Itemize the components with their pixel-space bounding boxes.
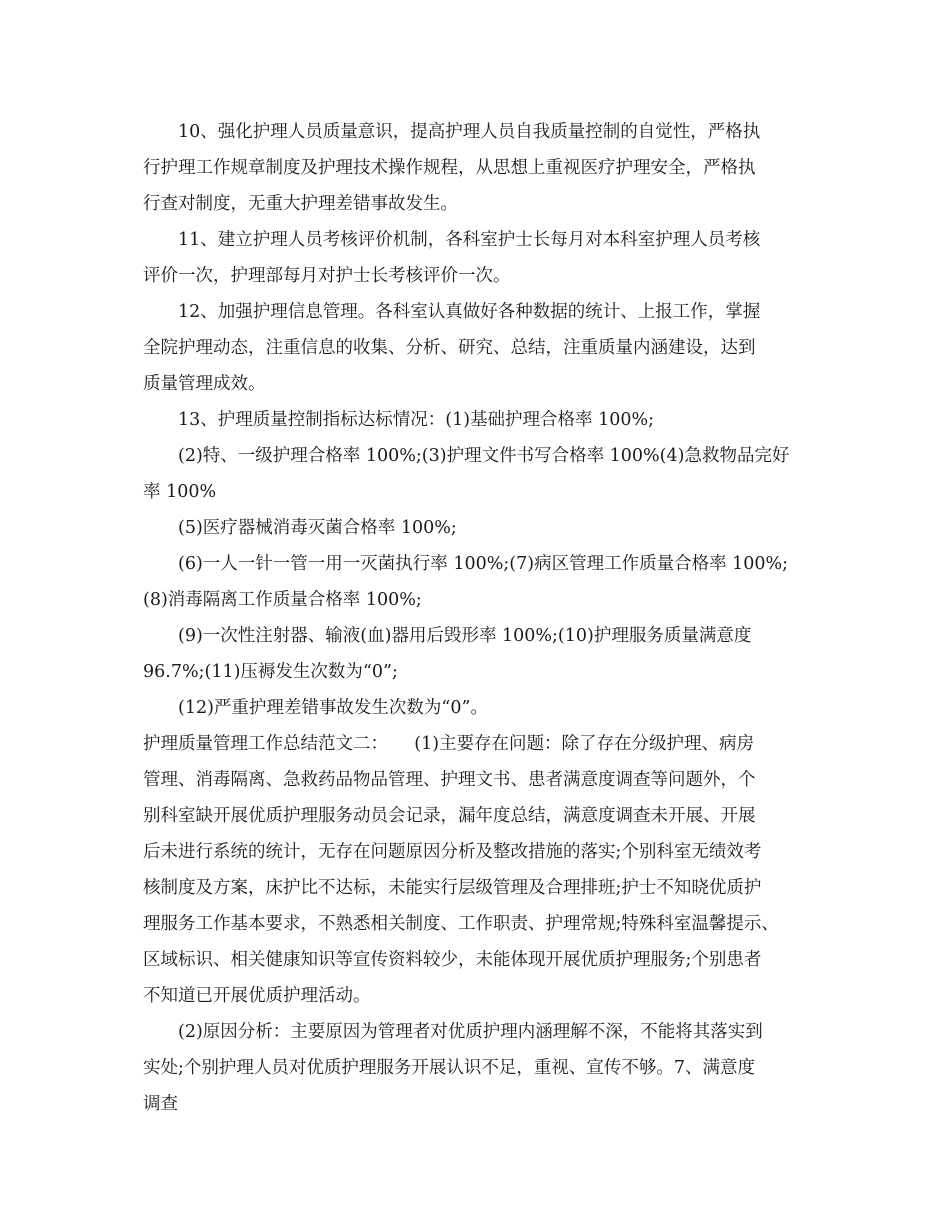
text-line: 11、建立护理人员考核评价机制，各科室护士长每月对本科室护理人员考核: [178, 230, 761, 250]
text-line: 实处;个别护理人员对优质护理服务开展认识不足，重视、宣传不够。7、满意度: [143, 1058, 756, 1078]
text-line: 率 100%: [143, 482, 217, 502]
text-line: 护理质量管理工作总结范文二： (1)主要存在问题：除了存在分级护理、病房: [143, 734, 755, 754]
text-line: 全院护理动态，注重信息的收集、分析、研究、总结，注重质量内涵建设，达到: [143, 338, 756, 358]
text-line: 核制度及方案，床护比不达标，未能实行层级管理及合理排班;护士不知晓优质护: [143, 878, 762, 898]
text-line: 理服务工作基本要求，不熟悉相关制度、工作职责、护理常规;特殊科室温馨提示、: [143, 914, 779, 934]
text-line: 行查对制度，无重大护理差错事故发生。: [143, 194, 458, 214]
text-line: 12、加强护理信息管理。各科室认真做好各种数据的统计、上报工作，掌握: [178, 302, 761, 322]
text-line: 评价一次，护理部每月对护士长考核评价一次。: [143, 266, 511, 286]
text-line: 区域标识、相关健康知识等宣传资料较少，未能体现开展优质护理服务;个别患者: [143, 950, 762, 970]
text-line: 10、强化护理人员质量意识，提高护理人员自我质量控制的自觉性，严格执: [178, 122, 761, 142]
text-line: 不知道已开展优质护理活动。: [143, 986, 371, 1006]
text-line: 13、护理质量控制指标达标情况：(1)基础护理合格率 100%;: [178, 410, 655, 430]
text-line: 96.7%;(11)压褥发生次数为“0”;: [143, 662, 398, 682]
text-line: (9)一次性注射器、输液(血)器用后毁形率 100%;(10)护理服务质量满意度: [178, 626, 752, 646]
text-line: (12)严重护理差错事故发生次数为“0”。: [178, 698, 488, 718]
text-line: 行护理工作规章制度及护理技术操作规程，从思想上重视医疗护理安全，严格执: [143, 158, 756, 178]
text-line: 别科室缺开展优质护理服务动员会记录，漏年度总结，满意度调查未开展、开展: [143, 806, 756, 826]
text-line: (5)医疗器械消毒灭菌合格率 100%;: [178, 518, 457, 538]
text-line: (2)原因分析：主要原因为管理者对优质护理内涵理解不深，不能将其落实到: [178, 1022, 763, 1042]
text-line: (8)消毒隔离工作质量合格率 100%;: [143, 590, 422, 610]
text-line: 调查: [143, 1094, 178, 1114]
text-line: 质量管理成效。: [143, 374, 266, 394]
text-line: 管理、消毒隔离、急救药品物品管理、护理文书、患者满意度调查等问题外，个: [143, 770, 756, 790]
text-line: (2)特、一级护理合格率 100%;(3)护理文件书写合格率 100%(4)急救物品完好: [178, 446, 790, 466]
text-line: (6)一人一针一管一用一灭菌执行率 100%;(7)病区管理工作质量合格率 100%;: [178, 554, 789, 574]
text-line: 后未进行系统的统计，无存在问题原因分析及整改措施的落实;个别科室无绩效考: [143, 842, 762, 862]
